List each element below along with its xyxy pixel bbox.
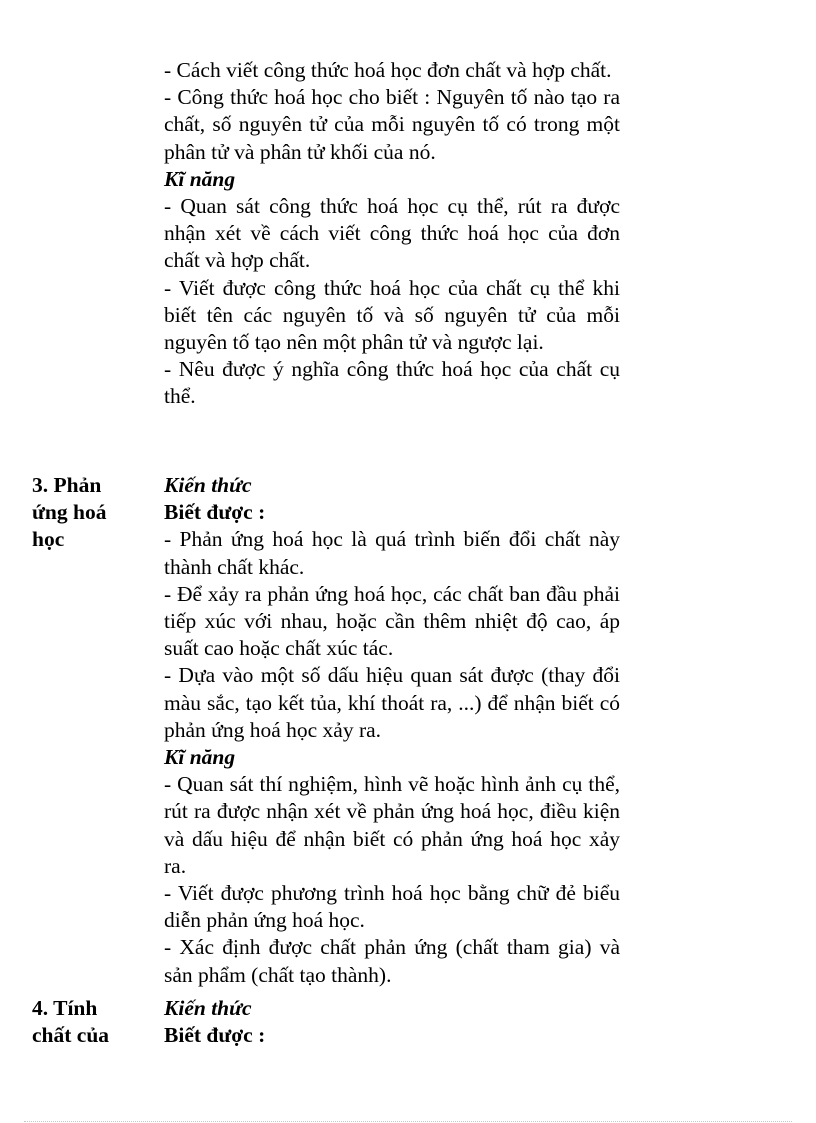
topic-line: 3. Phản (32, 473, 102, 497)
content-cell (164, 472, 620, 989)
paragraph: - Phản ứng hoá học là quá trình biến đổi chất này thành chất khác. (164, 527, 620, 579)
paragraph: - Quan sát công thức hoá học cụ thể, rút ra được nhận xét về cách viết công thức hoá học của đơn chất và hợp chất. (164, 194, 620, 273)
paragraph: - Quan sát thí nghiệm, hình vẽ hoặc hình ảnh cụ thể, rút ra được nhận xét về phản ứng hoá học, điều kiện và dấu hiệu để nhận biết có phản ứng hoá học xảy ra. (164, 772, 620, 878)
subheading-kien-thuc: Kiến thức (164, 996, 252, 1020)
topic-cell (32, 57, 164, 411)
topic-line: 4. Tính (32, 996, 98, 1020)
subheading-biet-duoc: Biết được : (164, 1023, 266, 1048)
paragraph: - Viết được phương trình hoá học bằng chữ đẻ biểu diễn phản ứng hoá học. (164, 881, 620, 933)
content-row-4 (32, 995, 632, 1049)
subheading-ki-nang: Kĩ năng (164, 166, 236, 191)
paragraph: - Xác định được chất phản ứng (chất tham gia) và sản phẩm (chất tạo thành). (164, 935, 620, 987)
topic-line: ứng hoá (32, 500, 107, 525)
content-cell (164, 995, 620, 1049)
topic-line: học (32, 527, 65, 552)
paragraph: - Dựa vào một số dấu hiệu quan sát được (thay đổi màu sắc, tạo kết tủa, khí thoát ra, ...) để nhận biết có phản ứng hoá học xảy ra. (164, 663, 620, 742)
paragraph: - Cách viết công thức hoá học đơn chất và hợp chất. (164, 58, 612, 82)
paragraph: - Nêu được ý nghĩa công thức hoá học của chất cụ thể. (164, 357, 620, 409)
page-bottom-divider (24, 1121, 792, 1122)
subheading-kien-thuc: Kiến thức (164, 473, 252, 497)
topic-cell (32, 472, 164, 989)
content-row-1 (32, 57, 632, 411)
subheading-ki-nang: Kĩ năng (164, 745, 236, 770)
paragraph: - Công thức hoá học cho biết : Nguyên tố nào tạo ra chất, số nguyên tử của mỗi nguyên tố có trong một phân tử và phân tử khối của nó. (164, 85, 620, 164)
subheading-biet-duoc: Biết được : (164, 500, 266, 525)
topic-cell (32, 995, 164, 1049)
content-row-3 (32, 472, 632, 989)
content-cell (164, 57, 620, 411)
paragraph: - Viết được công thức hoá học của chất cụ thể khi biết tên các nguyên tố và số nguyên tử của mỗi nguyên tố tạo nên một phân tử và ngược lại. (164, 275, 620, 355)
paragraph: - Để xảy ra phản ứng hoá học, các chất ban đầu phải tiếp xúc với nhau, hoặc cần thêm nhiệt độ cao, áp suất cao hoặc chất xúc tác. (164, 581, 620, 661)
topic-line: chất của (32, 1023, 110, 1048)
